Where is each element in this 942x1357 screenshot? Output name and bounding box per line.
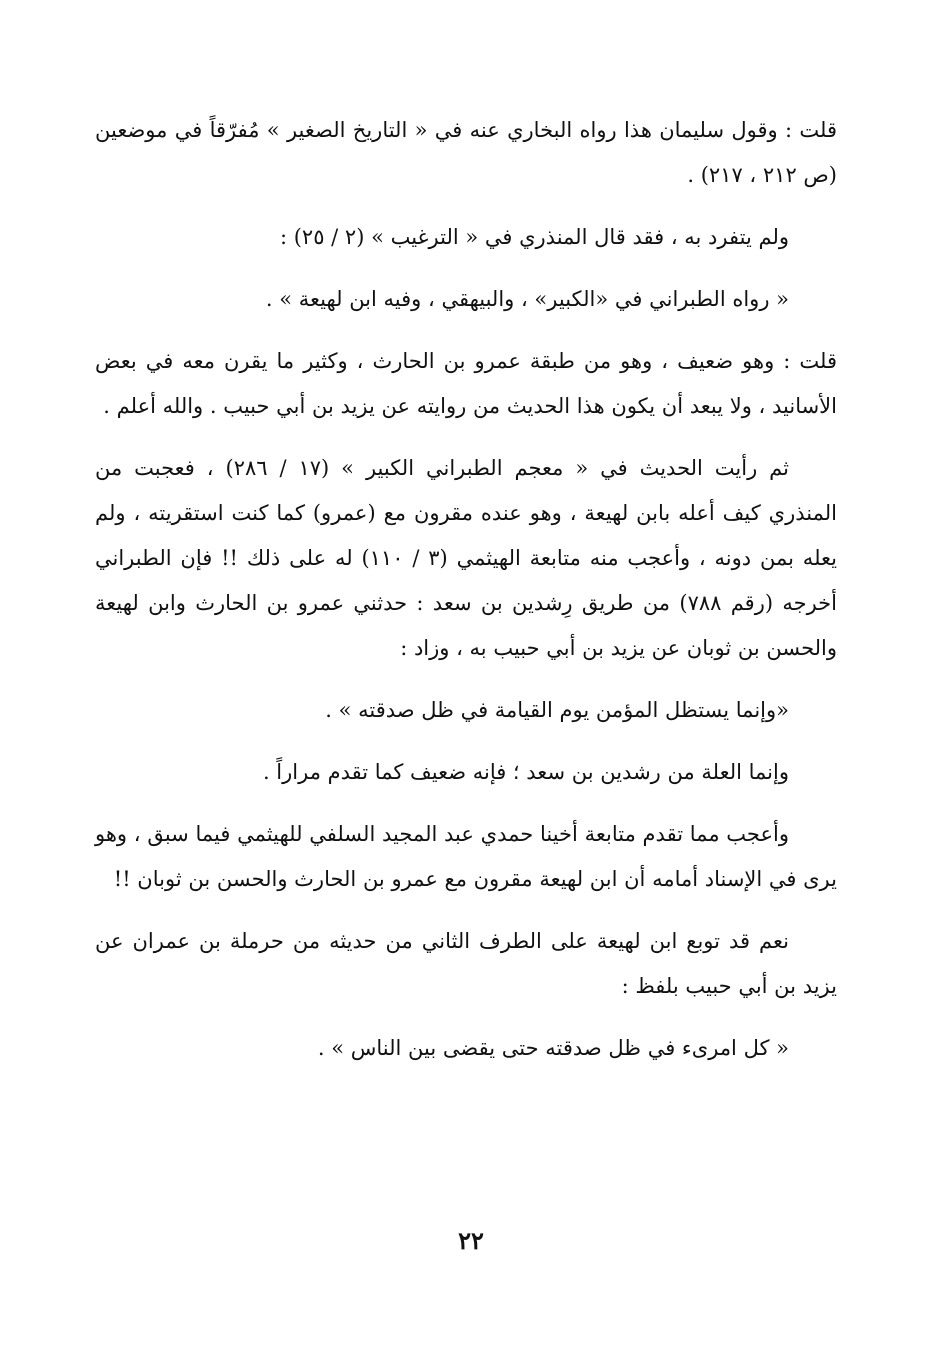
quote-mumin-shade: «وإنما يستظل المؤمن يوم القيامة في ظل صدقته » . — [325, 698, 789, 722]
quote-every-man-shade: « كل امرىء في ظل صدقته حتى يقضى بين الناس » . — [317, 1036, 789, 1060]
paragraph-harmala: نعم قد توبع ابن لهيعة على الطرف الثاني من حديثه من حرملة بن عمران عن يزيد بن أبي حبيب بلفظ : — [95, 929, 837, 998]
page-number: ٢٢ — [458, 1226, 484, 1255]
page-body — [95, 108, 837, 1088]
paragraph-rishdin: وإنما العلة من رشدين بن سعد ؛ فإنه ضعيف كما تقدم مراراً . — [262, 760, 789, 784]
paragraph-hamdi-salafi: وأعجب مما تقدم متابعة أخينا حمدي عبد المجيد السلفي للهيثمي فيما سبق ، وهو يرى في الإسناد أمامه أن ابن لهيعة مقرون مع عمرو بن الحارث والحسن بن ثوبان !! — [95, 822, 837, 891]
paragraph-mundhiri: ولم يتفرد به ، فقد قال المنذري في « الترغيب » (٢ / ٢٥) : — [279, 225, 789, 249]
paragraph-bukhari: قلت : وقول سليمان هذا رواه البخاري عنه في « التاريخ الصغير » مُفرّقاً في موضعين (ص ٢١٢ ، ٢١٧) . — [95, 118, 837, 187]
paragraph-mujam-tabarani: ثم رأيت الحديث في « معجم الطبراني الكبير » (١٧ / ٢٨٦) ، فعجبت من المنذري كيف أعله بابن لهيعة ، وهو عنده مقرون مع (عمرو) كما كنت استقريته ، ولم يعله بمن دونه ، وأعجب منه متابعة الهيثمي (٣ / ١١٠) له على ذلك !! فإن الطبراني أخرجه (رقم ٧٨٨) من طريق رِشدين بن سعد : حدثني عمرو بن الحارث وابن لهيعة والحسن بن ثوبان عن يزيد بن أبي حبيب به ، وزاد : — [95, 456, 837, 660]
quote-tabarani-kabir: « رواه الطبراني في «الكبير» ، والبيهقي ، وفيه ابن لهيعة » . — [265, 287, 789, 311]
paragraph-ibn-lahia-weak: قلت : وهو ضعيف ، وهو من طبقة عمرو بن الحارث ، وكثير ما يقرن معه في بعض الأسانيد ، ولا يبعد أن يكون هذا الحديث من روايته عن يزيد بن أبي حبيب . والله أعلم . — [95, 349, 837, 418]
